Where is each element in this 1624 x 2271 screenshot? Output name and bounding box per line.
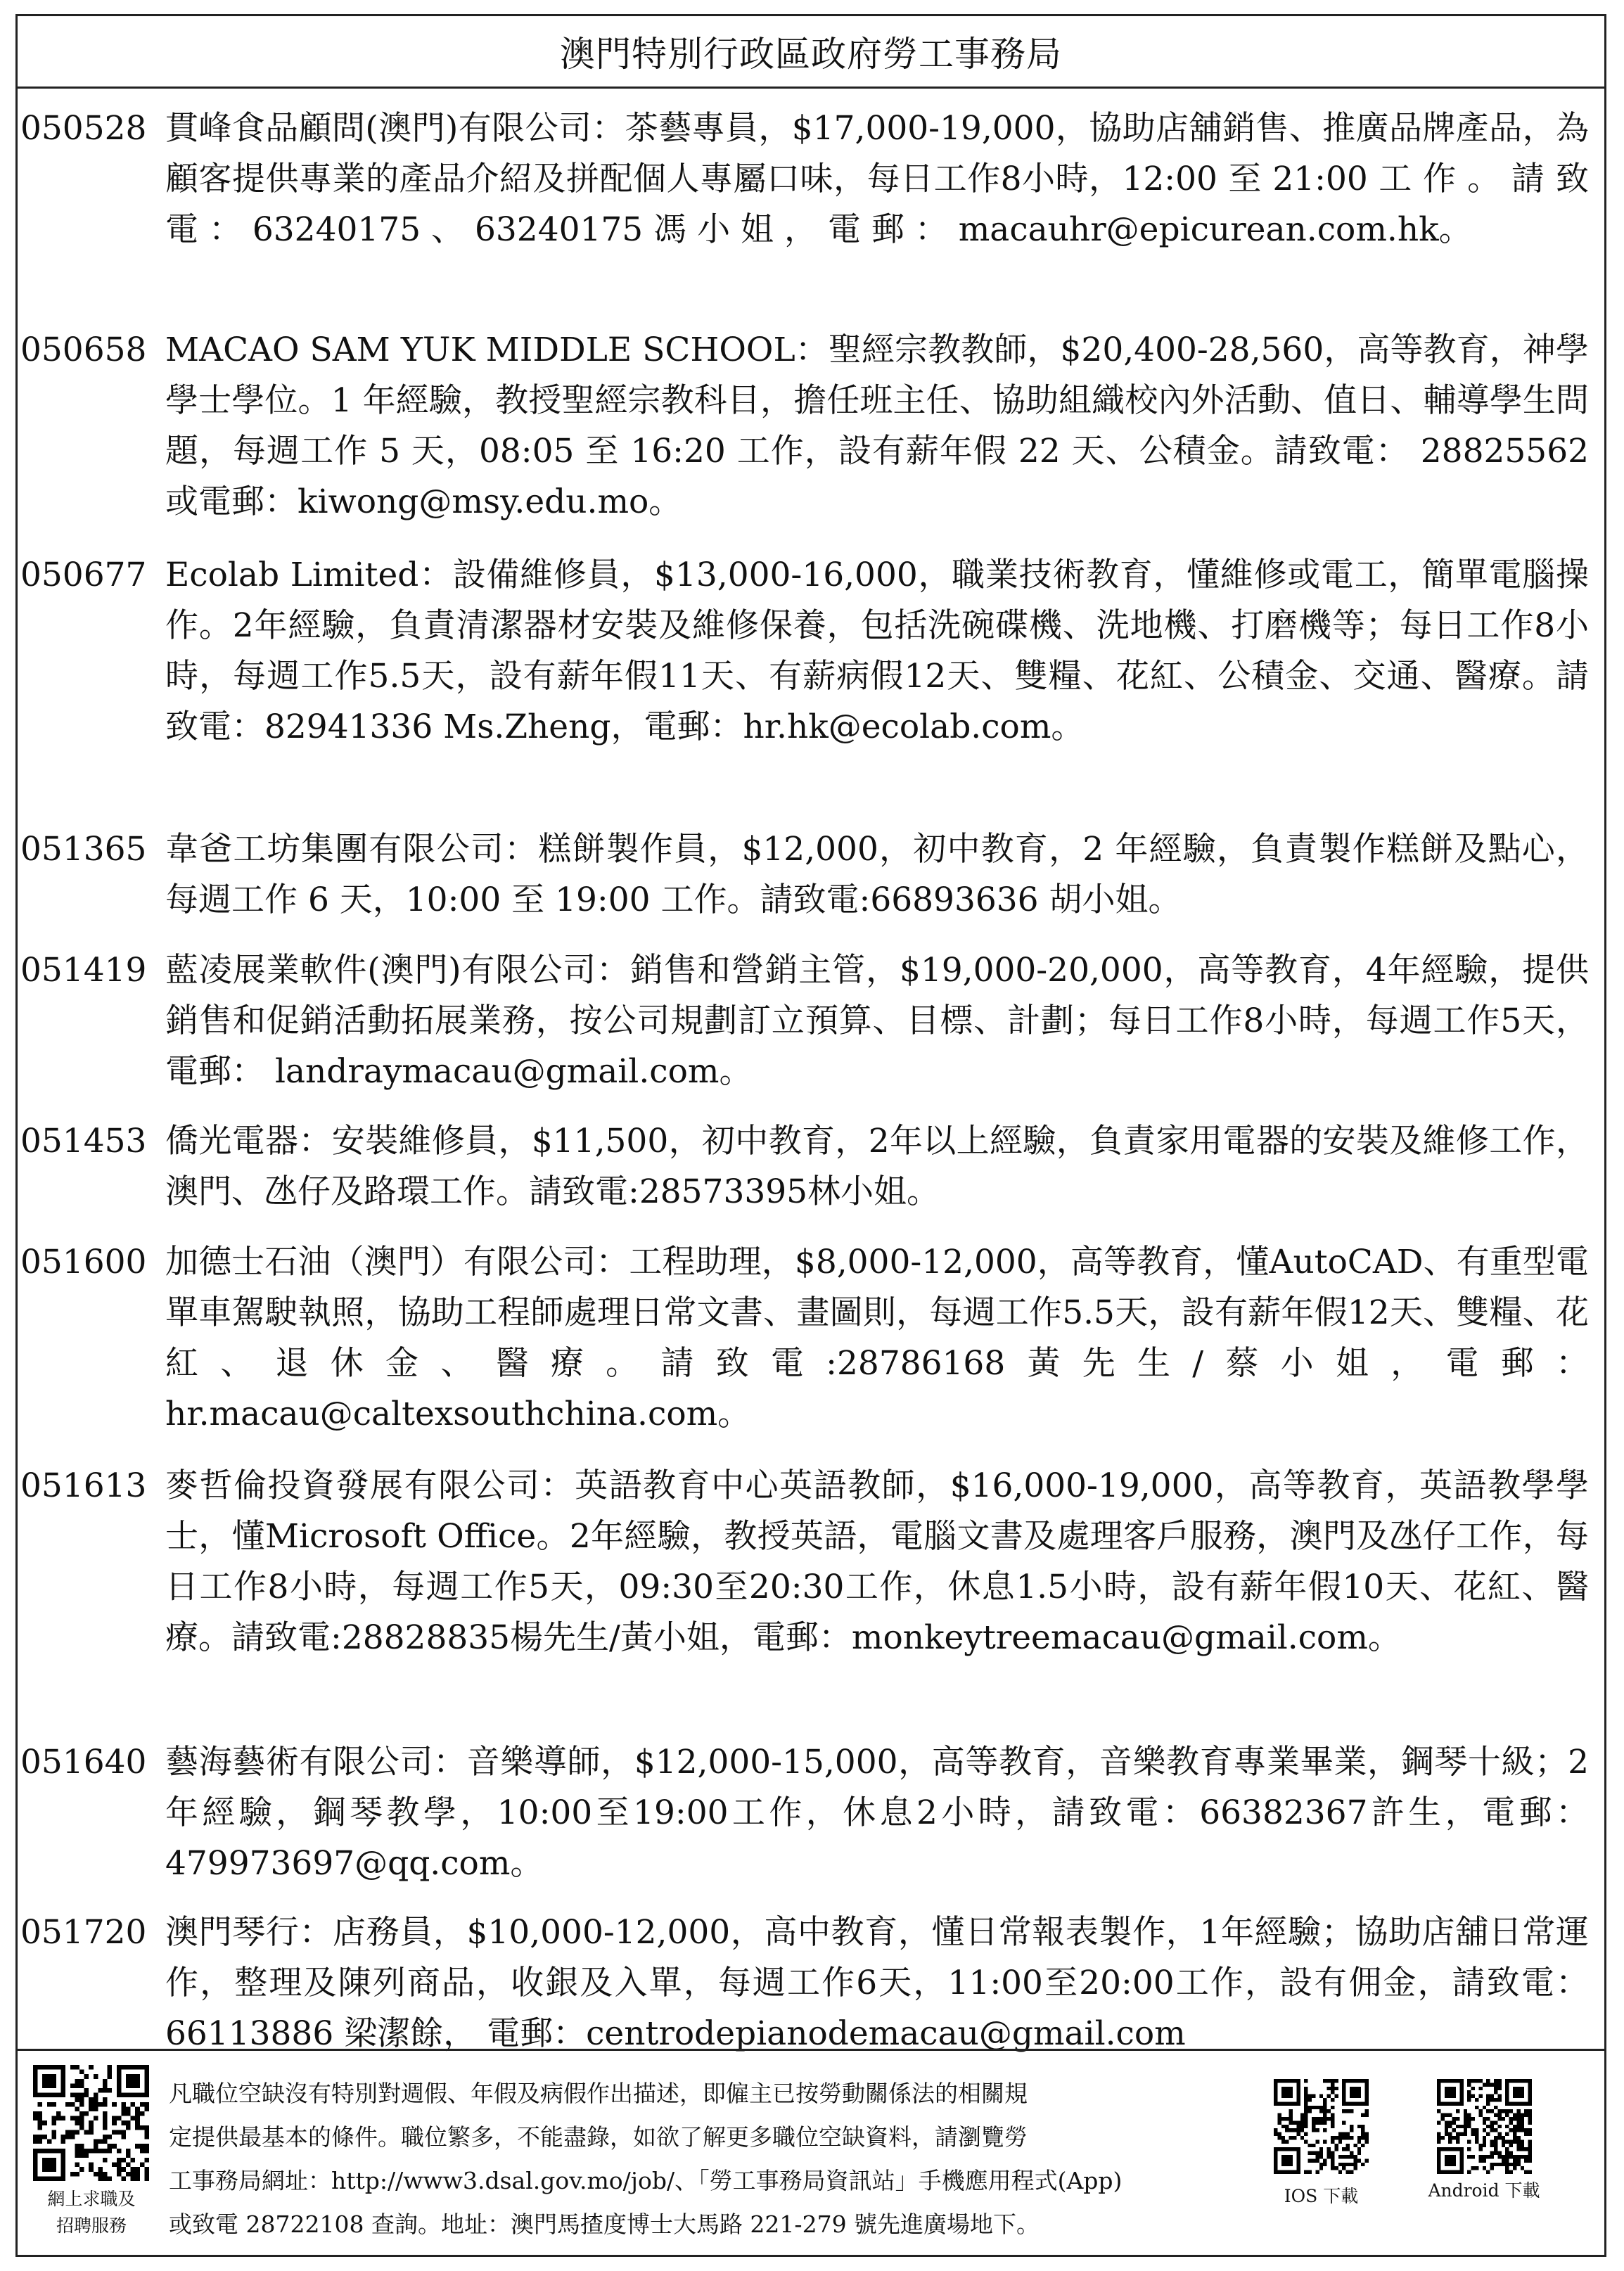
- footer-notice-line: 凡職位空缺沒有特別對週假、年假及病假作出描述，即僱主已按勞動關係法的相關規: [169, 2080, 1028, 2107]
- footer: [18, 2049, 1604, 2255]
- job-listing-sheet: [15, 14, 1606, 2257]
- qr-left-label: [25, 2186, 158, 2239]
- qr-android-label: Android 下載: [1428, 2180, 1540, 2201]
- job-description: 僑光電器：安裝維修員，$11,500，初中教育，2年以上經驗，負責家用電器的安裝及維修工作，澳門、氹仔及路環工作。請致電:28573395林小姐。: [165, 1122, 1589, 1211]
- footer-notice-line: 或致電 28722108 查詢。地址：澳門馬揸度博士大馬路 221-279 號先進廣場地下。: [169, 2211, 1040, 2238]
- job-description: Ecolab Limited：設備維修員，$13,000-16,000，職業技術教育，懂維修或電工，簡單電腦操作。2年經驗，負責清潔器材安裝及維修保養，包括洗碗碟機、洗地機、打磨機等；每日工作8小時，每週工作5.5天，設有薪年假11天、有薪病假12天、雙糧、花紅、公積金、交通、醫療。請致電：82941336 Ms.Zheng，電郵：hr.hk@ecolab.com。: [165, 556, 1589, 746]
- job-code: 051613: [20, 1466, 147, 1505]
- job-code: 051600: [20, 1243, 147, 1281]
- job-code: 051365: [20, 830, 147, 869]
- qr-left-label-line-1: 網上求職及: [47, 2189, 136, 2209]
- job-description: 韋爸工坊集團有限公司：糕餅製作員，$12,000，初中教育，2 年經驗，負責製作糕餅及點心，每週工作 6 天，10:00 至 19:00 工作。請致電:66893636 胡小姐。: [165, 830, 1589, 919]
- job-code: 051640: [20, 1743, 147, 1781]
- job-description: 藍凌展業軟件(澳門)有限公司：銷售和營銷主管，$19,000-20,000，高等教育，4年經驗，提供銷售和促銷活動拓展業務，按公司規劃訂立預算、目標、計劃；每日工作8小時，每週工作5天，電郵： landraymacau@gmail.com。: [165, 951, 1589, 1091]
- qr-code-icon[interactable]: [1437, 2079, 1532, 2174]
- job-description: 澳門琴行：店務員，$10,000-12,000，高中教育，懂日常報表製作，1年經驗；協助店舖日常運作，整理及陳列商品，收銀及入單，每週工作6天，11:00至20:00工作，設有佣金，請致電：66113886 梁潔餘， 電郵：centrodepianodemacau@gmail.com: [165, 1913, 1589, 2053]
- job-code: 051453: [20, 1122, 147, 1160]
- job-description: MACAO SAM YUK MIDDLE SCHOOL：聖經宗教教師，$20,400-28,560，高等教育，神學學士學位。1 年經驗，教授聖經宗教科目，擔任班主任、協助組織校內外活動、值日、輔導學生問題，每週工作 5 天，08:05 至 16:20 工作，設有薪年假 22 天、公積金。請致電： 28825562 或電郵：kiwong@msy.edu.mo。: [165, 331, 1589, 521]
- job-code: 051419: [20, 951, 147, 990]
- footer-notice-line: 定提供最基本的條件。職位繁多，不能盡錄，如欲了解更多職位空缺資料，請瀏覽勞: [169, 2123, 1028, 2151]
- qr-code-icon[interactable]: [1274, 2079, 1369, 2174]
- job-code: 051720: [20, 1913, 147, 1952]
- page-title: 澳門特別行政區政府勞工事務局: [18, 16, 1604, 89]
- qr-left-label-line-2: 招聘服務: [56, 2215, 127, 2236]
- job-description: 藝海藝術有限公司：音樂導師，$12,000-15,000，高等教育，音樂教育專業畢業，鋼琴十級；2年經驗，鋼琴教學，10:00至19:00工作，休息2小時，請致電：66382367許生，電郵：479973697@qq.com。: [165, 1743, 1589, 1883]
- job-description: 麥哲倫投資發展有限公司：英語教育中心英語教師，$16,000-19,000，高等教育，英語教學學士，懂Microsoft Office。2年經驗，教授英語，電腦文書及處理客戶服務，澳門及氹仔工作，每日工作8小時，每週工作5天，09:30至20:30工作，休息1.5小時，設有薪年假10天、花紅、醫療。請致電:28828835楊先生/黃小姐，電郵：monkeytreemacau@gmail.com。: [165, 1466, 1589, 1657]
- job-description: 貫峰食品顧問(澳門)有限公司：茶藝專員，$17,000-19,000，協助店舖銷售、推廣品牌產品，為顧客提供專業的產品介紹及拼配個人專屬口味，每日工作8小時，12:00 至 21:00 工 作 。 請 致 電 ： 63240175 、 63240175 馮 小 姐 ， 電 郵 ： macauhr@epicurean.com.hk。: [165, 109, 1589, 249]
- footer-notice: [169, 2072, 1231, 2246]
- job-code: 050528: [20, 109, 147, 148]
- qr-ios-label: IOS 下載: [1284, 2186, 1359, 2206]
- job-code: 050658: [20, 331, 147, 369]
- job-code: 050677: [20, 556, 147, 594]
- job-description: 加德士石油（澳門）有限公司：工程助理，$8,000-12,000，高等教育，懂AutoCAD、有重型電單車駕駛執照，協助工程師處理日常文書、畫圖則，每週工作5.5天，設有薪年假12天、雙糧、花紅、退休金、醫療。請致電:28786168黃先生/蔡小姐，電郵：hr.macau@caltexsouthchina.com。: [165, 1243, 1589, 1433]
- qr-code-icon[interactable]: [33, 2065, 149, 2181]
- footer-notice-line: 工事務局網址：http://www3.dsal.gov.mo/job/、「勞工事務局資訊站」手機應用程式(App): [169, 2167, 1123, 2194]
- job-listings: [18, 89, 1604, 2053]
